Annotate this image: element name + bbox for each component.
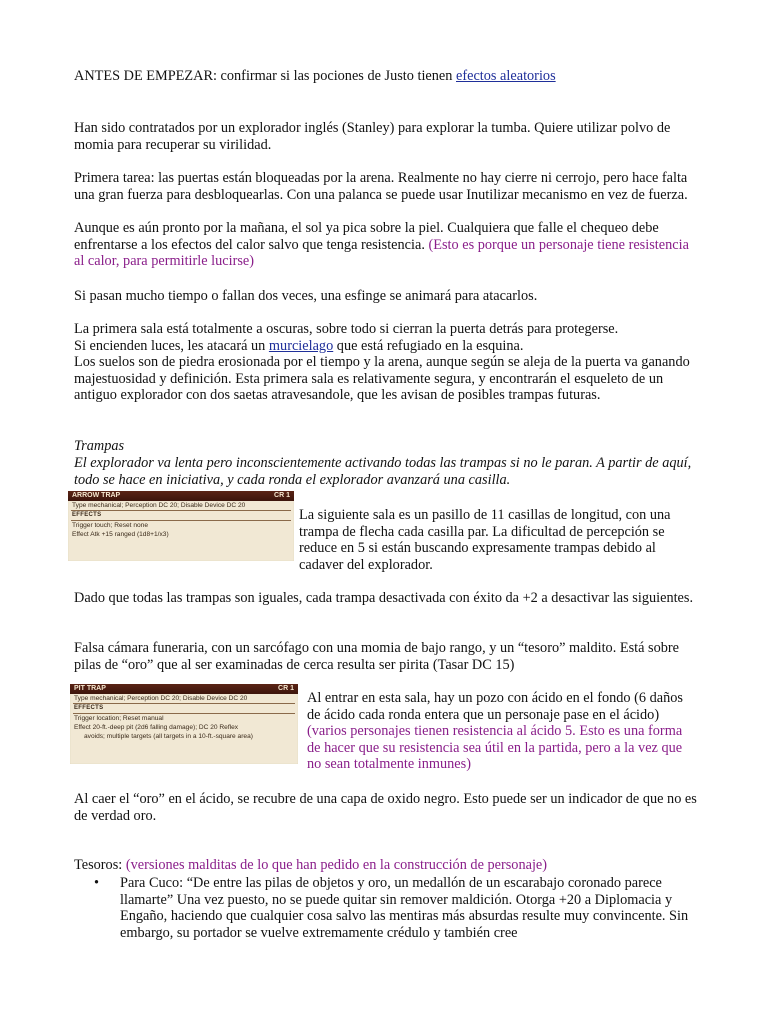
treasures-heading (74, 857, 700, 874)
random-effects-link[interactable]: efectos aleatorios (456, 68, 556, 84)
room1-text-after-link: que está refugiado en la esquina. (333, 337, 524, 354)
arrow-trap-line1: Type mechanical; Perception DC 20; Disable Device DC 20 (72, 502, 246, 509)
arrow-trap-header (68, 491, 294, 501)
list-item (74, 875, 694, 941)
pit-trap-cr: CR 1 (278, 685, 294, 692)
bat-link[interactable]: murcielago (268, 337, 334, 354)
pit-trap-header (70, 684, 298, 694)
pit-trap-title: PIT TRAP (74, 685, 106, 692)
pit-trap-line1: Type mechanical; Perception DC 20; Disable Device DC 20 (74, 695, 248, 702)
arrow-trap-statblock-image (68, 491, 294, 561)
arrow-trap-effects-label: EFFECTS (72, 512, 102, 518)
acid-paragraph (307, 690, 695, 773)
room1-line-b (74, 338, 700, 355)
room1-line-c: Los suelos son de piedra erosionada por el tiempo y la arena, aunque según se aleja de la puerta va ganando majestuosidad y definición. Esta primera sala es relativamente segura, y encontrarán el esqueleto de un antiguo explorador con dos saetas atravesandole, que les avisan de posibles trampas futuras. (74, 354, 690, 404)
oxide-paragraph: Al caer el “oro” en el ácido, se recubre de una capa de oxido negro. Esto puede ser un indicador de que no es de verdad oro. (74, 791, 697, 824)
disarm-paragraph: Dado que todas las trampas son iguales, cada trampa desactivada con éxito da +2 a desactivar las siguientes. (74, 590, 694, 606)
treasure-item-text: Para Cuco: “De entre las pilas de objetos y oro, un medallón de un escarabajo coronado parece llamarte” Una vez puesto, no se puede quitar sin remover maldición. Otorga +20 a Diplomacia y Engaño, haciendo que cualquier cosa salvo las mentiras más absurdas resulte muy convincente. Sin embargo, su portador se vuelve extremamente crédulo y también cree (120, 875, 689, 941)
bullet-marker: • (94, 875, 100, 891)
acid-text: Al entrar en esta sala, hay un pozo con ácido en el fondo (6 daños de ácido cada ronda entera que un personaje pase en el ácido) (307, 690, 683, 723)
room1-section (74, 321, 700, 404)
acid-gm-note: (varios personajes tienen resistencia al ácido 5. Esto es una forma de hacer que su resistencia sea útil en la partida, pero a la vez que no sean totalmente inmunes) (307, 723, 683, 773)
treasures-gm-note: (versiones malditas de lo que han pedido en la construcción de personaje) (125, 857, 548, 873)
intro-text: ANTES DE EMPEZAR: confirmar si las pociones de Justo tienen (74, 68, 456, 84)
traps-heading: Trampas (74, 438, 125, 454)
first-task-paragraph: Primera tarea: las puertas están bloqueadas por la arena. Realmente no hay cierre ni cerrojo, pero hace falta una gran fuerza para desbloquearlas. Con una palanca se puede usar Inutilizar mecanismo en vez de fuerza. (74, 170, 688, 203)
arrow-trap-title: ARROW TRAP (72, 492, 121, 499)
room1-line-a: La primera sala está totalmente a oscuras, sobre todo si cierran la puerta detrás para protegerse. (74, 321, 619, 337)
intro-paragraph (74, 68, 700, 85)
pit-trap-line4: avoids; multiple targets (all targets in a 10-ft.-square area) (84, 733, 253, 740)
pit-trap-statblock-image (70, 684, 298, 764)
room1-text-before-link: Si encienden luces, les atacará un (74, 337, 269, 354)
pit-trap-line3: Effect 20-ft.-deep pit (2d6 falling damage); DC 20 Reflex (74, 724, 239, 731)
treasures-label: Tesoros: (74, 857, 126, 873)
sphinx-paragraph: Si pasan mucho tiempo o fallan dos veces, una esfinge se animará para atacarlos. (74, 288, 538, 304)
false-chamber-paragraph: Falsa cámara funeraria, con un sarcófago con una momia de bajo rango, y un “tesoro” maldito. Está sobre pilas de “oro” que al ser examinadas de cerca resulta ser pirita (Tasar DC 15) (74, 640, 680, 673)
pit-trap-effects-label: EFFECTS (74, 705, 104, 711)
heat-paragraph (74, 220, 700, 270)
traps-intro: El explorador va lenta pero inconscientemente activando todas las trampas si no le paran. A partir de aquí, todo se hace en iniciativa, y cada ronda el explorador avanzará una casilla. (74, 455, 692, 488)
arrow-trap-line3: Effect Atk +15 ranged (1d8+1/x3) (72, 531, 169, 538)
heat-gm-note: (Esto es porque un personaje tiene resistencia al calor, para permitirle lucirse) (74, 236, 689, 270)
arrow-trap-cr: CR 1 (274, 492, 290, 499)
contract-paragraph: Han sido contratados por un explorador inglés (Stanley) para explorar la tumba. Quiere utilizar polvo de momia para recuperar su virilidad. (74, 120, 671, 153)
treasure-list (74, 875, 694, 941)
arrow-trap-line2: Trigger touch; Reset none (72, 522, 148, 529)
heat-text: Aunque es aún pronto por la mañana, el sol ya pica sobre la piel. Cualquiera que falle el chequeo debe enfrentarse a los efectos del calor salvo que tenga resistencia. (74, 220, 659, 253)
pit-trap-line2: Trigger location; Reset manual (74, 715, 164, 722)
corridor-paragraph: La siguiente sala es un pasillo de 11 casillas de longitud, con una trampa de flecha cada casilla par. La dificultad de percepción se reduce en 5 si están buscando expresamente trampas debido al cadaver del explorador. (299, 507, 671, 573)
